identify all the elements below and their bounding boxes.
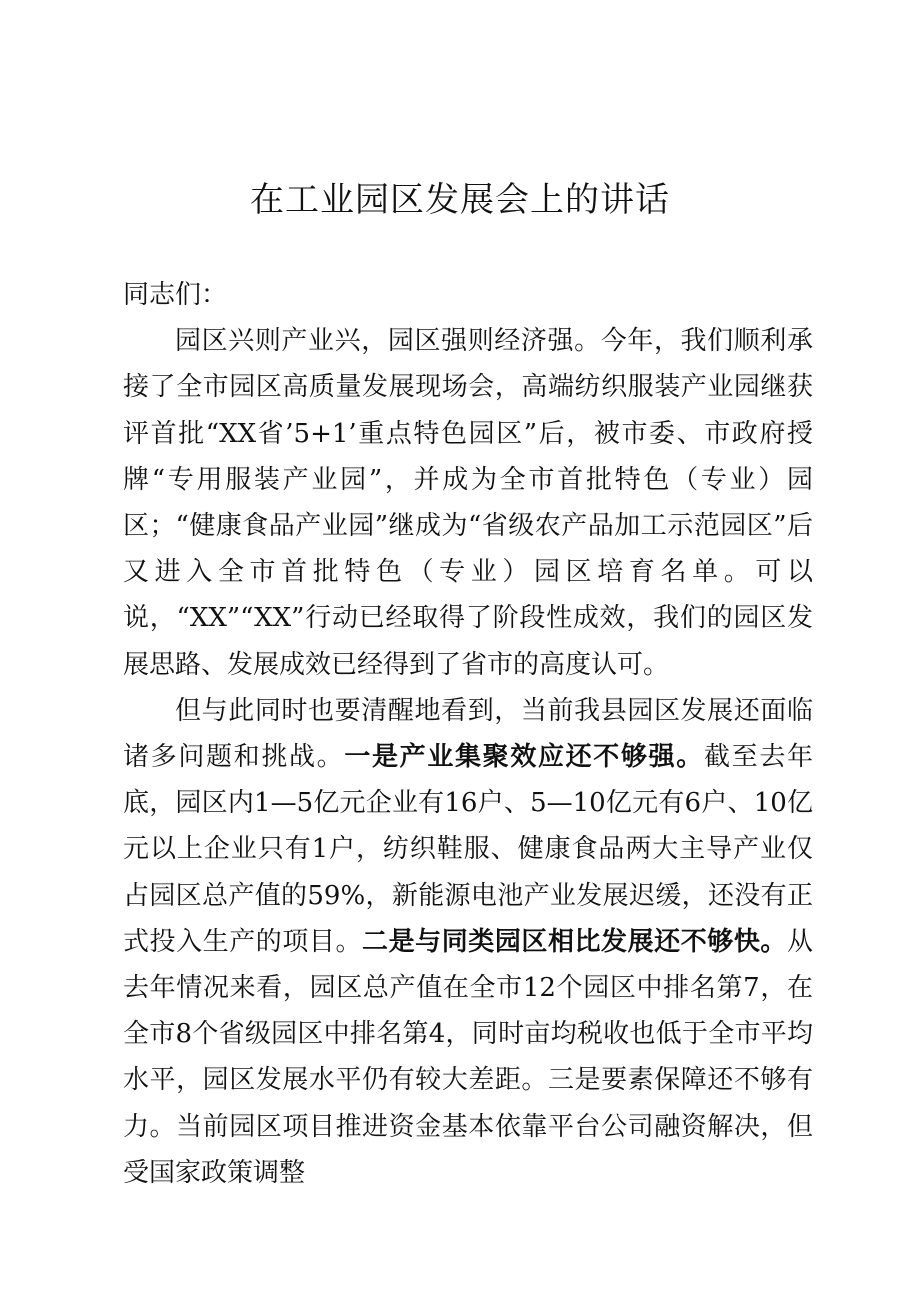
point-1-heading: 一是产业集聚效应还不够强。 xyxy=(344,742,704,773)
paragraph-1: 园区兴则产业兴，园区强则经济强。今年，我们顺利承接了全市园区高质量发展现场会，高端纺织服装产业园继获评首批“XX省’5+1’重点特色园区”后，被市委、市政府授牌“专用服装产业园”，并成为全市首批特色（专业）园区；“健康食品产业园”继成为“省级农产品加工示范园区”后又进入全市首批特色（专业）园区培育名单。可以说，“XX”“XX”行动已经取得了阶段性成效，我们的园区发展思路、发展成效已经得到了省市的高度认可。 xyxy=(123,326,813,680)
point-2-body: 从去年情况来看，园区总产值在全市12个园区中排名第7，在全市8个省级园区中排名第4，同时亩均税收也低于全市平均水平，园区发展水平仍有较大差距。三是要素保障还不够有力。当前园区项目推进资金基本依靠平台公司融资解决，但受国家政策调整 xyxy=(123,926,813,1188)
salutation: 同志们： xyxy=(123,280,228,310)
document-body xyxy=(123,272,813,1196)
paragraph-2-intro: 但与此同时也要清醒地看到，当前我县园区发展还面临诸多问题和挑战。 xyxy=(123,695,813,773)
document-title: 在工业园区发展会上的讲话 xyxy=(250,180,670,220)
point-2-heading: 二是与同类园区相比发展还不够快。 xyxy=(362,926,787,957)
paragraph-2 xyxy=(123,688,813,1196)
point-1-body: 截至去年底，园区内1—5亿元企业有16户、5—10亿元有6户、10亿元以上企业只有1户，纺织鞋服、健康食品两大主导产业仅占园区总产值的59%，新能源电池产业发展迟缓，还没有正式投入生产的项目。 xyxy=(123,742,813,957)
